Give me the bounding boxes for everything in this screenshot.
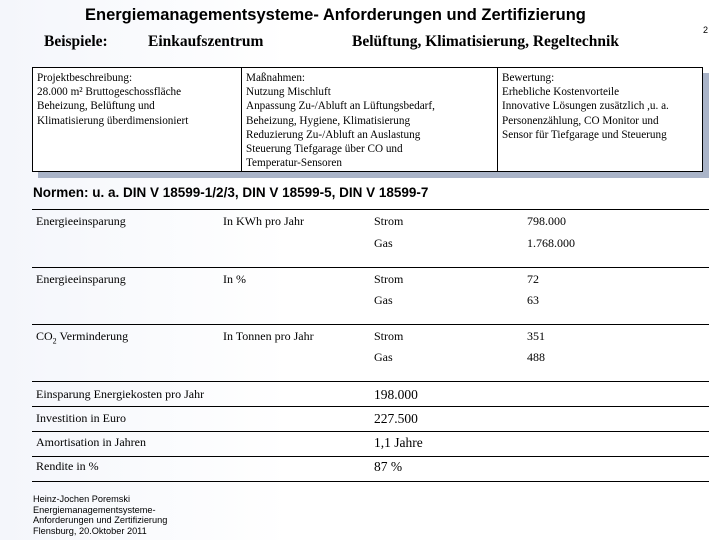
table-bottom-line — [32, 481, 709, 482]
measures-line: Maßnahmen: — [246, 72, 306, 84]
evaluation-line: Bewertung: — [502, 72, 555, 84]
evaluation-line: Erhebliche Kostenvorteile — [502, 86, 620, 99]
table-cell-value: 488 — [527, 350, 545, 364]
measures-line: Beheizung, Hygiene, Klimatisierung — [246, 114, 411, 127]
table-cell-value: 63 — [527, 293, 539, 307]
co2-label-rest: Verminderung — [56, 329, 129, 343]
co2-label-subscript: 2 — [52, 336, 57, 346]
table-cell-value: 72 — [527, 272, 539, 286]
footer-line: Flensburg, 20.Oktober 2011 — [33, 525, 147, 536]
table-row-divider — [32, 324, 709, 325]
table-row-unit: In KWh pro Jahr — [223, 214, 304, 228]
page-number: 2 — [703, 25, 709, 35]
example-shopping-center: Einkaufszentrum — [148, 33, 264, 50]
table-cell-value: 351 — [527, 329, 545, 343]
summary-label: Amortisation in Jahren — [36, 435, 146, 449]
evaluation-line: Personenzählung, CO Monitor und — [502, 114, 659, 127]
examples-label: Beispiele: — [44, 33, 108, 50]
table-cell-type: Strom — [374, 272, 404, 286]
co2-reduction-label — [36, 329, 128, 345]
example-ventilation: Belüftung, Klimatisierung, Regeltechnik — [352, 33, 619, 50]
table-row-divider — [32, 431, 709, 432]
measures-line: Anpassung Zu-/Abluft an Lüftungsbedarf, — [246, 100, 435, 113]
project-line: Beheizung, Belüftung und — [37, 100, 155, 113]
norms-text: Normen: u. a. DIN V 18599-1/2/3, DIN V 18599-5, DIN V 18599-7 — [33, 185, 429, 200]
project-line: Projektbeschreibung: — [37, 72, 133, 84]
table-top-line — [32, 209, 709, 210]
summary-value: 227.500 — [374, 411, 418, 426]
table-cell-value: 798.000 — [527, 214, 566, 228]
table-row-divider — [32, 456, 709, 457]
table-row-label: Energieeinsparung — [36, 214, 126, 228]
page-title: Energiemanagementsysteme- Anforderungen und Zertifizierung — [85, 6, 586, 24]
footer-line: Anforderungen und Zertifizierung — [33, 515, 168, 525]
table-cell-type: Gas — [374, 293, 393, 307]
table-cell-value: 1.768.000 — [527, 236, 575, 250]
evaluation-box — [497, 67, 703, 172]
project-description-box — [32, 67, 242, 172]
table-row-divider — [32, 267, 709, 268]
project-line: Klimatisierung überdimensioniert — [37, 114, 189, 127]
summary-label: Einsparung Energiekosten pro Jahr — [36, 387, 205, 401]
evaluation-line: Sensor für Tiefgarage und Steuerung — [502, 128, 667, 141]
measures-box — [241, 67, 498, 172]
table-row-divider — [32, 406, 709, 407]
co2-label-main: CO — [36, 329, 53, 343]
table-cell-type: Strom — [374, 329, 404, 343]
table-row-unit: In % — [223, 272, 246, 286]
summary-label: Investition in Euro — [36, 411, 126, 425]
summary-value: 198.000 — [374, 387, 418, 402]
measures-line: Reduzierung Zu-/Abluft an Auslastung — [246, 128, 421, 141]
table-row-unit: In Tonnen pro Jahr — [223, 329, 314, 343]
table-cell-type: Strom — [374, 214, 404, 228]
summary-value: 87 % — [374, 459, 403, 474]
table-row-divider — [32, 381, 709, 382]
footer — [33, 494, 167, 536]
table-cell-type: Gas — [374, 236, 393, 250]
measures-line: Nutzung Mischluft — [246, 86, 331, 99]
evaluation-line: Innovative Lösungen zusätzlich ,u. a. — [502, 100, 669, 113]
summary-value: 1,1 Jahre — [374, 435, 423, 450]
table-cell-type: Gas — [374, 350, 393, 364]
table-row-label: Energieeinsparung — [36, 272, 126, 286]
footer-line: Energiemanagementsysteme- — [33, 504, 156, 515]
measures-line: Temperatur-Sensoren — [246, 157, 342, 170]
summary-label: Rendite in % — [36, 459, 99, 473]
measures-line: Steuerung Tiefgarage über CO und — [246, 143, 403, 156]
footer-line: Heinz-Jochen Poremski — [33, 494, 131, 504]
project-line: 28.000 m² Bruttogeschossfläche — [37, 86, 182, 99]
